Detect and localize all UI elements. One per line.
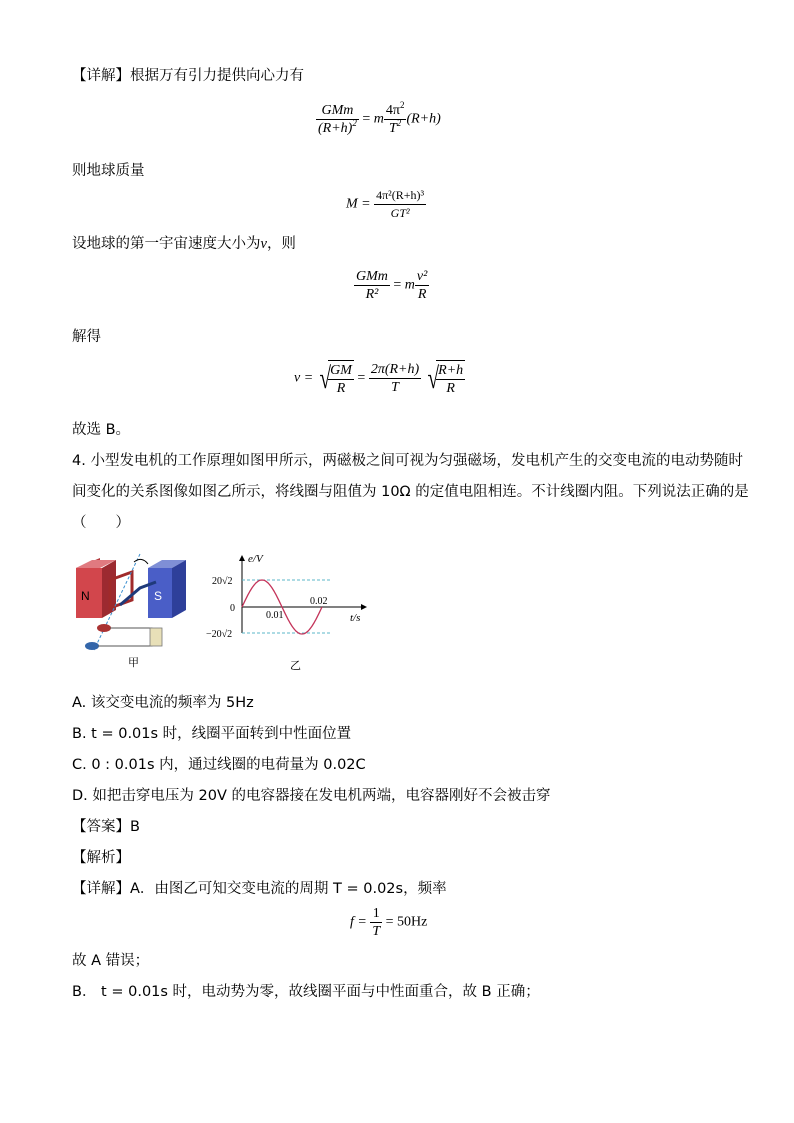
option-b: B. t = 0.01s 时，线圈平面转到中性面位置: [72, 726, 352, 742]
option-a: A. 该交变电流的频率为 5Hz: [72, 695, 254, 711]
analysis-heading: 【解析】: [72, 850, 130, 866]
answer: 【答案】B: [72, 819, 140, 835]
option-d: D. 如把击穿电压为 20V 的电容器接在发电机两端，电容器刚好不会被击穿: [72, 788, 551, 804]
option-c: C. 0 : 0.01s 内，通过线圈的电荷量为 0.02C: [72, 757, 366, 773]
detail-a: 【详解】A．由图乙可知交变电流的周期 T = 0.02s，频率: [72, 881, 447, 897]
origin-label: 0: [230, 603, 235, 614]
y-axis-label: e/V: [248, 553, 263, 565]
solution-text: 解得: [72, 329, 101, 345]
emf-time-graph: [200, 548, 380, 673]
equation-gravity: $\frac{\text{GMm}}{(R+h)^2}$ = m $\frac{4\pi^2}{T^2}$ (R+h): [318, 100, 441, 136]
y-min-label: −20√2: [206, 629, 233, 640]
y-max-label: 20√2: [212, 576, 233, 587]
s-pole-label: S: [154, 589, 163, 603]
question-4-line-1: 4. 小型发电机的工作原理如图甲所示，两磁极之间可视为匀强磁场，发电机产生的交变电流的电动势随时: [72, 453, 743, 469]
x-tick-0.01: 0.01: [266, 610, 284, 621]
detail-b: B． t = 0.01s 时，电动势为零，故线圈平面与中性面重合，故 B 正确；: [72, 984, 540, 1000]
figure-jia-caption: 甲: [128, 656, 139, 669]
question-4-line-3: （ ）: [72, 515, 130, 531]
detail-heading: 【详解】根据万有引力提供向心力有: [72, 68, 304, 84]
earth-mass-text: 则地球质量: [72, 163, 145, 179]
question-4-line-2: 间变化的关系图像如图乙所示，将线圈与阻值为 10Ω 的定值电阻相连。不计线圈内阻。下列说法正确的是: [72, 484, 749, 500]
x-axis-label: t/s: [350, 612, 361, 624]
figure-yi-caption: 乙: [290, 659, 301, 672]
velocity-text: 设地球的第一宇宙速度大小为v，则: [72, 236, 296, 252]
resistor: [150, 628, 162, 646]
equation-frequency: f = $\frac{1}{T}$ = 50Hz: [350, 906, 428, 939]
equation-velocity: v = √ $\frac{GM}{R}$ = $\frac{2\pi(R+h)}{T}$ √ $\frac{R+h}{R}$: [294, 361, 464, 396]
equation-mass: M = $\frac{\text{4π²(R+h)³}}{\text{GT²}}$: [346, 188, 425, 220]
choice-conclusion: 故选 B。: [72, 422, 131, 438]
generator-figure: [70, 550, 200, 670]
x-tick-0.02: 0.02: [310, 596, 328, 607]
conclusion-a: 故 A 错误；: [72, 953, 150, 969]
n-pole-label: N: [81, 589, 90, 603]
equation-first-cosmic: $\frac{\text{GMm}}{\text{R²}}$ = m $\frac{\text{v²}}{R}$: [356, 269, 428, 302]
